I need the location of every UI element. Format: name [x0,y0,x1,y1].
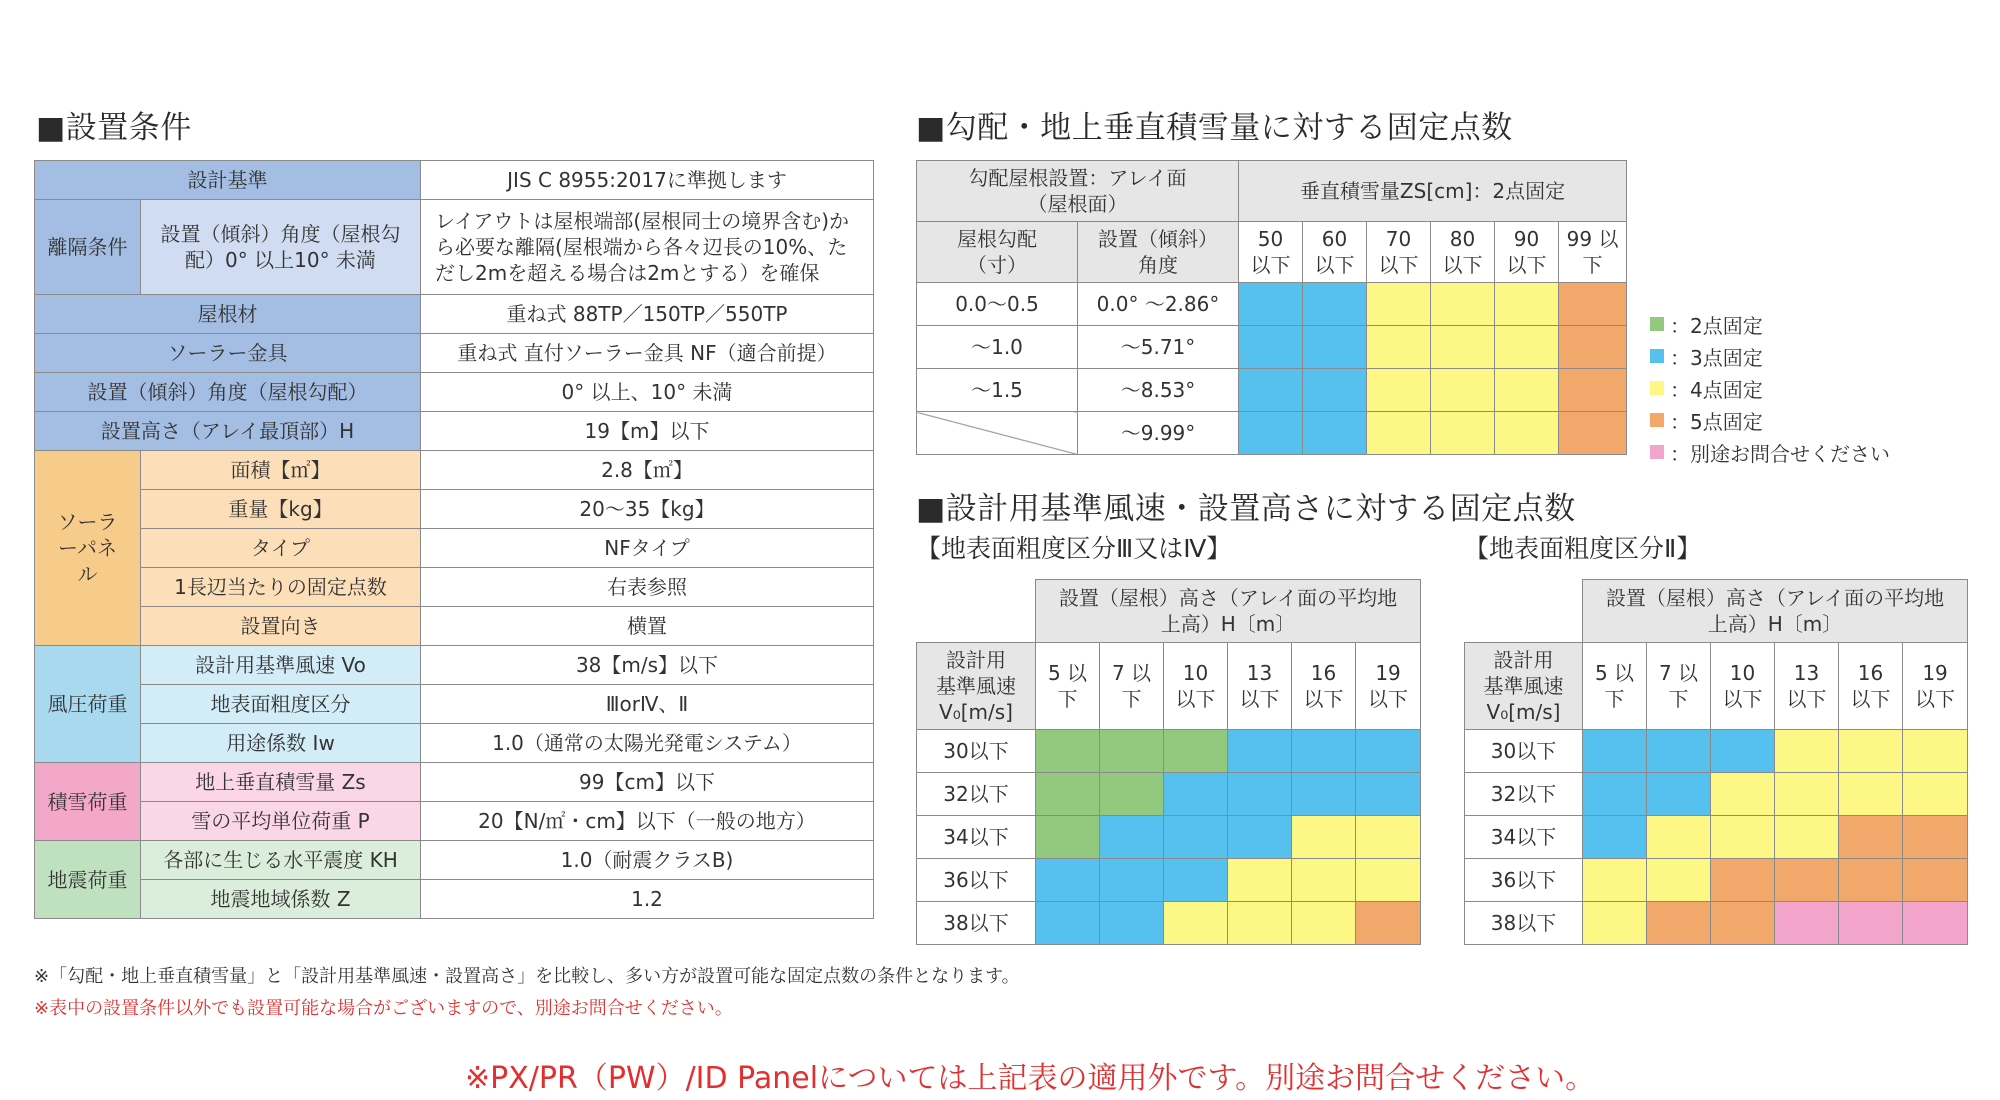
table-row [35,200,874,295]
wind-row-value: 38【m/s】以下 [421,646,874,685]
wind-speed-cell: 32以下 [1465,772,1583,815]
table-row [35,607,874,646]
angle-column-header: 設置（傾斜）角度 [1078,222,1239,283]
panel-row-value: 20〜35【kg】 [421,490,874,529]
fixing-point-cell [1036,901,1100,944]
fixing-point-cell [1711,772,1775,815]
wind-speed-cell: 30以下 [917,729,1036,772]
table-row [917,858,1421,901]
snow-column-header: 90 以下 [1495,222,1559,283]
legend-item [1650,340,1890,372]
pitch-cell [917,412,1078,455]
snow-column-header: 70 以下 [1367,222,1431,283]
panel-row-label: 1長辺当たりの固定点数 [141,568,421,607]
fixing-point-cell [1495,412,1559,455]
fixing-point-cell [1903,772,1968,815]
table-row [917,283,1627,326]
fixing-point-cell [1292,858,1356,901]
fixing-point-cell [1356,772,1421,815]
table-row [35,373,874,412]
snow-heading: ■勾配・地上垂直積雪量に対する固定点数 [916,110,1513,146]
panel-row-value: 2.8【㎡】 [421,451,874,490]
fixing-point-cell [1239,283,1303,326]
fixing-point-cell [1583,901,1647,944]
fixing-point-cell [1367,283,1431,326]
table-row [35,334,874,373]
legend-item [1650,436,1890,468]
fixing-point-cell [1495,326,1559,369]
fixing-point-cell [1036,772,1100,815]
mount-value: 重ね式 直付ソーラー金具 NF（適合前提） [421,334,874,373]
quake-row-label: 地震地域係数 Z [141,880,421,919]
fixing-point-cell [1583,772,1647,815]
design-standard-value: JIS C 8955:2017に準拠します [421,161,874,200]
legend-label: ：5点固定 [1670,409,1763,434]
fixing-point-cell [1356,901,1421,944]
fixing-point-cell [1839,729,1903,772]
legend-item [1650,372,1890,404]
fixing-point-cell [1711,858,1775,901]
fixing-point-cell [1303,326,1367,369]
fixing-point-cell [1647,772,1711,815]
table-row [917,901,1421,944]
wind-row-value: 1.0（通常の太陽光発電システム） [421,724,874,763]
fixing-point-cell [1036,815,1100,858]
roof-material-value: 重ね式 88TP／150TP／550TP [421,295,874,334]
legend-item [1650,308,1890,340]
fixing-point-cell [1292,729,1356,772]
wind-speed-cell: 30以下 [1465,729,1583,772]
conditions-heading: ■設置条件 [36,110,192,146]
fixing-point-cell [1495,369,1559,412]
fixing-point-cell [1431,283,1495,326]
fixing-point-cell [1903,901,1968,944]
wind-row-label: 用途係数 Iw [141,724,421,763]
quake-row-value: 1.0（耐震クラスB) [421,841,874,880]
legend-swatch [1650,349,1664,363]
angle-cell: 〜5.71° [1078,326,1239,369]
empty-corner [917,580,1036,643]
empty-corner [1465,580,1583,643]
pitch-cell: 〜1.0 [917,326,1078,369]
table-row [1465,642,1968,729]
wind-column-header: 13 以下 [1228,642,1292,729]
fixing-point-cell [1100,858,1164,901]
fixing-point-cell [1164,772,1228,815]
fixing-point-cell [1164,815,1228,858]
wind-row-header: 設計用 基準風速 V₀[m/s] [917,642,1036,729]
fixing-point-cell [1647,858,1711,901]
fixing-point-cell [1431,412,1495,455]
fixing-point-cell [1559,326,1627,369]
wind-column-header: 5 以下 [1036,642,1100,729]
wind-column-header: 19 以下 [1903,642,1968,729]
fixing-point-cell [1839,815,1903,858]
separation-value: レイアウトは屋根端部(屋根同士の境界含む)から必要な離隔(屋根端から各々辺長の10%、ただし2mを超える場合は2mとする）を確保 [421,200,874,295]
wind-speed-cell: 32以下 [917,772,1036,815]
fixing-point-cell [1356,815,1421,858]
wind-row-label: 地表面粗度区分 [141,685,421,724]
angle-label: 設置（傾斜）角度（屋根勾配） [35,373,421,412]
panel-row-label: 重量【kg】 [141,490,421,529]
fixing-point-cell [1839,858,1903,901]
snow-group-label: 積雪荷重 [35,763,141,841]
fixing-point-cell [1303,369,1367,412]
conditions-table [34,160,874,919]
wind-column-header: 16 以下 [1292,642,1356,729]
fixing-point-cell [1228,815,1292,858]
panel-row-value: 右表参照 [421,568,874,607]
legend-swatch [1650,445,1664,459]
fixing-point-cell [1239,326,1303,369]
fixing-point-cell [1292,901,1356,944]
fixing-point-cell [1839,772,1903,815]
quake-row-value: 1.2 [421,880,874,919]
snow-row-value: 99【cm】以下 [421,763,874,802]
table-row [1465,729,1968,772]
fixing-point-cell [1228,901,1292,944]
wind-row-label: 設計用基準風速 Vo [141,646,421,685]
wind-a-heading: 【地表面粗度区分Ⅲ又はⅣ】 [916,534,1232,563]
fixing-point-cell [1367,412,1431,455]
fixing-point-cell [1100,772,1164,815]
note-contact: ※表中の設置条件以外でも設置可能な場合がございますので、別途お問合せください。 [34,998,733,1019]
table-row [1465,815,1968,858]
fixing-point-cell [1303,283,1367,326]
fixing-point-cell [1583,815,1647,858]
snow-column-header: 50 以下 [1239,222,1303,283]
legend-label: ：2点固定 [1670,313,1763,338]
fixing-point-cell [1647,901,1711,944]
snow-row-value: 20【N/㎡・cm】以下（一般の地方） [421,802,874,841]
table-row [35,841,874,880]
table-row [35,529,874,568]
fixing-point-cell [1559,369,1627,412]
angle-value: 0° 以上、10° 未満 [421,373,874,412]
legend-label: ：4点固定 [1670,377,1763,402]
fixing-point-cell [1711,729,1775,772]
table-row [1465,858,1968,901]
snow-column-header: 60 以下 [1303,222,1367,283]
wind-group-label: 風圧荷重 [35,646,141,763]
table-row [917,772,1421,815]
fixing-point-cell [1100,815,1164,858]
separation-sub-label: 設置（傾斜）角度（屋根勾配）0° 以上10° 未満 [141,200,421,295]
table-row [1465,772,1968,815]
fixing-point-cell [1356,858,1421,901]
fixing-point-cell [1367,326,1431,369]
fixing-point-cell [1559,412,1627,455]
table-row [917,580,1421,643]
fixing-point-cell [1647,729,1711,772]
panel-row-label: 面積【㎡】 [141,451,421,490]
fixing-point-cell [1303,412,1367,455]
table-row [1465,580,1968,643]
fixing-point-cell [1839,901,1903,944]
panel-row-value: 横置 [421,607,874,646]
height-label: 設置高さ（アレイ最頂部）H [35,412,421,451]
design-standard-label: 設計基準 [35,161,421,200]
legend-label: ：別途お問合せください [1670,441,1890,466]
table-row [35,451,874,490]
table-row [35,880,874,919]
fixing-point-cell [1164,901,1228,944]
fixing-point-cell [1903,815,1968,858]
fixing-point-cell [1583,858,1647,901]
table-row [917,642,1421,729]
wind-table-roughness-2 [1464,579,1968,945]
fixing-point-cell [1367,369,1431,412]
fixing-point-cell [1647,815,1711,858]
wind-heading: ■設計用基準風速・設置高さに対する固定点数 [916,491,1576,527]
wind-speed-cell: 34以下 [1465,815,1583,858]
fixing-point-cell [1228,729,1292,772]
table-row [917,161,1627,222]
fixing-point-cell [1775,901,1839,944]
wind-column-header: 13 以下 [1775,642,1839,729]
fixing-point-cell [1495,283,1559,326]
fixing-point-cell [1583,729,1647,772]
angle-cell: 0.0° 〜2.86° [1078,283,1239,326]
fixing-point-cell [1164,858,1228,901]
angle-cell: 〜8.53° [1078,369,1239,412]
fixing-point-cell [1775,772,1839,815]
quake-row-label: 各部に生じる水平震度 KH [141,841,421,880]
snow-group-header: 垂直積雪量ZS[cm]：2点固定 [1239,161,1627,222]
snow-pitch-table [916,160,1627,455]
roof-material-label: 屋根材 [35,295,421,334]
table-row [35,490,874,529]
fixing-point-cell [1903,729,1968,772]
fixing-point-cell [1100,729,1164,772]
snow-column-header: 80 以下 [1431,222,1495,283]
fixing-point-cell [1903,858,1968,901]
panel-row-label: タイプ [141,529,421,568]
note-compare: ※「勾配・地上垂直積雪量」と「設計用基準風速・設置高さ」を比較し、多い方が設置可能な固定点数の条件となります。 [34,966,1020,987]
pitch-column-header: 屋根勾配（寸） [917,222,1078,283]
wind-speed-cell: 36以下 [917,858,1036,901]
fixing-point-cell [1431,326,1495,369]
snow-column-header: 99 以下 [1559,222,1627,283]
legend-label: ：3点固定 [1670,345,1763,370]
wind-column-header: 7 以下 [1647,642,1711,729]
table-row [35,724,874,763]
table-row [917,729,1421,772]
wind-row-header: 設計用 基準風速 V₀[m/s] [1465,642,1583,729]
wind-speed-cell: 34以下 [917,815,1036,858]
height-value: 19【m】以下 [421,412,874,451]
final-note: ※PX/PR（PW）/ID Panelについては上記表の適用外です。別途お問合せください。 [465,1061,1596,1096]
fixing-point-cell [1164,729,1228,772]
pitch-cell: 0.0〜0.5 [917,283,1078,326]
snow-corner-header: 勾配屋根設置：アレイ面（屋根面） [917,161,1239,222]
table-row [35,685,874,724]
fixing-point-cell [1239,369,1303,412]
snow-row-label: 雪の平均単位荷重 P [141,802,421,841]
wind-column-header: 16 以下 [1839,642,1903,729]
table-row [917,369,1627,412]
table-row [35,802,874,841]
wind-row-value: ⅢorⅣ、Ⅱ [421,685,874,724]
panel-row-label: 設置向き [141,607,421,646]
table-row [35,295,874,334]
table-row [35,646,874,685]
legend-swatch [1650,317,1664,331]
legend-item [1650,404,1890,436]
fixing-point-cell [1775,729,1839,772]
table-row [35,568,874,607]
table-row [917,815,1421,858]
legend-swatch [1650,381,1664,395]
table-row [1465,901,1968,944]
wind-table-roughness-3-4 [916,579,1421,945]
fixing-point-cell [1775,858,1839,901]
table-row [35,763,874,802]
wind-column-header: 10 以下 [1711,642,1775,729]
table-row [917,222,1627,283]
fixing-point-cell [1292,815,1356,858]
fixing-point-cell [1431,369,1495,412]
fixing-point-cell [1711,815,1775,858]
fixing-point-cell [1559,283,1627,326]
wind-group-header: 設置（屋根）高さ（アレイ面の平均地上高）H〔m〕 [1036,580,1421,643]
fixing-point-cell [1100,901,1164,944]
angle-cell: 〜9.99° [1078,412,1239,455]
mount-label: ソーラー金具 [35,334,421,373]
quake-group-label: 地震荷重 [35,841,141,919]
fixing-point-cell [1356,729,1421,772]
table-row [35,161,874,200]
panel-row-value: NFタイプ [421,529,874,568]
fixing-point-cell [1036,729,1100,772]
panel-group-label: ソーラーパネル [35,451,141,646]
table-row [917,326,1627,369]
legend-swatch [1650,413,1664,427]
fixing-point-cell [1711,901,1775,944]
wind-b-heading: 【地表面粗度区分Ⅱ】 [1464,534,1702,563]
wind-column-header: 5 以下 [1583,642,1647,729]
separation-label: 離隔条件 [35,200,141,295]
fixing-point-cell [1292,772,1356,815]
fixing-point-cell [1036,858,1100,901]
pitch-cell: 〜1.5 [917,369,1078,412]
wind-speed-cell: 38以下 [1465,901,1583,944]
wind-column-header: 19 以下 [1356,642,1421,729]
fixing-point-cell [1239,412,1303,455]
table-row [35,412,874,451]
wind-column-header: 10 以下 [1164,642,1228,729]
wind-speed-cell: 38以下 [917,901,1036,944]
fixing-point-cell [1228,858,1292,901]
wind-group-header: 設置（屋根）高さ（アレイ面の平均地上高）H〔m〕 [1583,580,1968,643]
wind-speed-cell: 36以下 [1465,858,1583,901]
wind-column-header: 7 以下 [1100,642,1164,729]
legend [1650,308,1890,468]
fixing-point-cell [1775,815,1839,858]
snow-row-label: 地上垂直積雪量 Zs [141,763,421,802]
fixing-point-cell [1228,772,1292,815]
table-row [917,412,1627,455]
